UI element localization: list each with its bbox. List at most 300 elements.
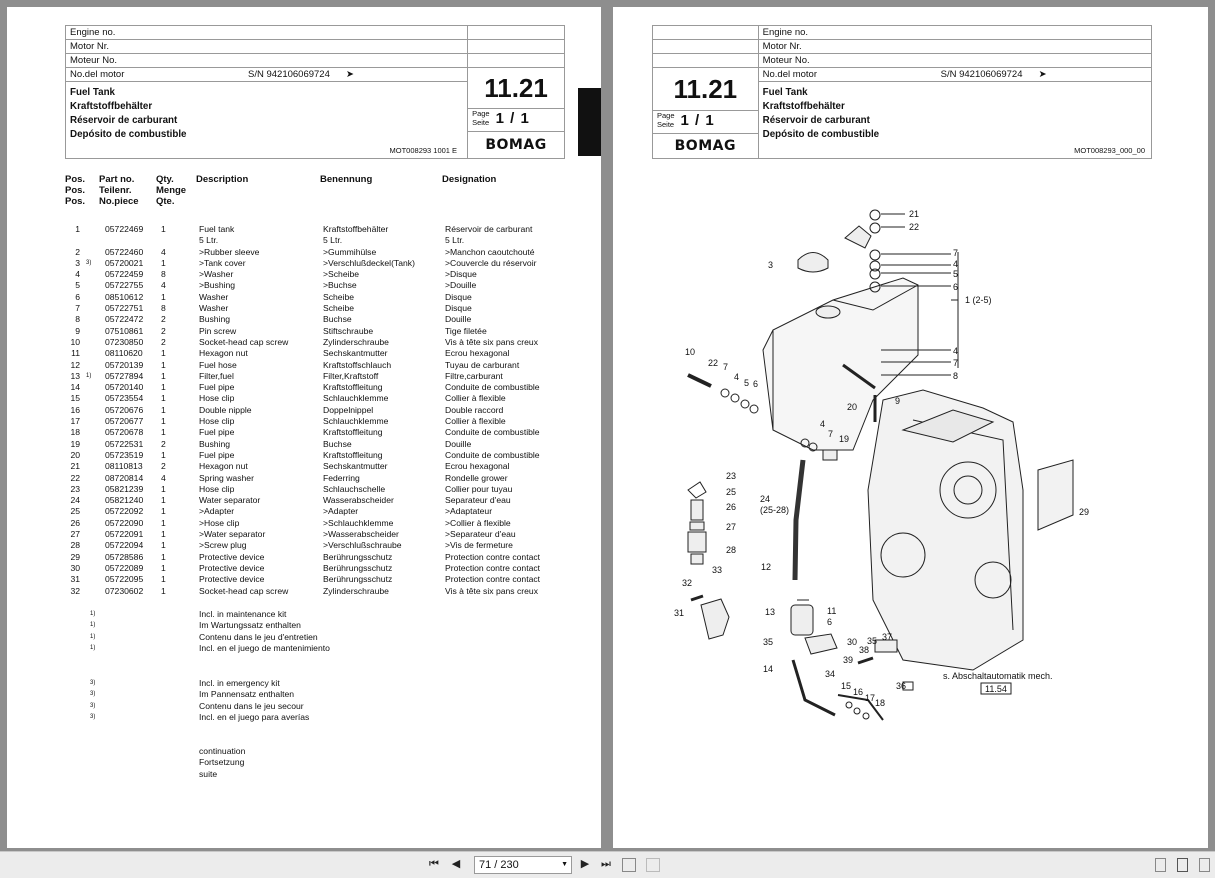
designation-cell: Collier à flexible xyxy=(445,393,506,404)
serial-number-right: S/N 942106069724 xyxy=(940,69,1023,80)
description-cell: Protective device xyxy=(199,574,265,585)
footnote-mark: 1) xyxy=(90,644,96,651)
first-page-icon[interactable]: ⏮ xyxy=(429,858,439,870)
part-number-cell: 05821239 xyxy=(105,483,144,494)
pos-cell: 11 xyxy=(71,348,80,359)
qty-cell: 1 xyxy=(161,517,166,528)
qty-cell: 4 xyxy=(161,280,166,291)
callout-label: 7 xyxy=(953,248,959,258)
qty-cell: 1 xyxy=(161,551,166,562)
pos-cell: 22 xyxy=(70,472,80,483)
designation-cell: >Collier à flexible xyxy=(445,517,511,528)
description-cell: Washer xyxy=(199,303,229,314)
description-cell: Bushing xyxy=(199,438,231,449)
section-number-right: 11.21 xyxy=(653,68,759,111)
pos-cell: 31 xyxy=(70,574,80,585)
designation-cell: Vis à tête six pans creux xyxy=(445,585,538,596)
pos-cell: 19 xyxy=(70,438,80,449)
part-number-cell: 05720676 xyxy=(105,404,144,415)
col-benennung: Benennung xyxy=(320,174,373,185)
description-cell: Protective device xyxy=(199,551,265,562)
qty-cell: 2 xyxy=(161,438,166,449)
part-number-cell: 07230602 xyxy=(105,585,144,596)
callout-label: 7 xyxy=(723,362,729,372)
callout-label: 38 xyxy=(859,645,870,655)
description-cell: Protective device xyxy=(199,562,265,573)
qty-cell: 1 xyxy=(161,540,166,551)
designation-cell: Separateur d'eau xyxy=(445,495,511,506)
bomag-logo: BOMAG xyxy=(468,132,565,159)
part-number-cell: 05723519 xyxy=(105,449,144,460)
pos-cell: 29 xyxy=(70,551,80,562)
qty-cell: 1 xyxy=(161,529,166,540)
section-number: 11.21 xyxy=(468,68,565,109)
pos-cell: 15 xyxy=(70,393,80,404)
continuation-note: continuation Fortsetzung suite xyxy=(199,746,246,779)
pos-cell: 1 xyxy=(75,224,80,234)
doc-code-right: MOT008293_000_00 xyxy=(1074,146,1145,155)
copy-icon[interactable] xyxy=(622,858,636,872)
page-of-cell: Page Seite 1 / 1 xyxy=(468,109,565,132)
callout-label: 7 xyxy=(828,429,834,439)
benennung-cell: Kraftstoffleitung xyxy=(323,449,383,460)
pos-cell: 10 xyxy=(70,336,80,347)
footnote-text: Incl. en el juego de mantenimiento xyxy=(199,642,330,653)
col-designation: Designation xyxy=(442,174,497,185)
callout-label: 12 xyxy=(761,562,772,572)
page-number-value: 71 / 230 xyxy=(479,859,519,871)
designation-cell: Rondelle grower xyxy=(445,472,508,483)
pos-cell: 25 xyxy=(70,506,80,517)
part-number-cell: 08110620 xyxy=(105,348,143,359)
part-number-cell: 05720021 xyxy=(105,257,144,268)
callout-label: 35 xyxy=(867,636,878,646)
part-number-cell: 05722091 xyxy=(105,529,144,540)
col-pos: Pos. Pos. Pos. xyxy=(65,174,86,207)
part-number-cell: 05727894 xyxy=(105,370,144,381)
description-cell: Socket-head cap screw xyxy=(199,585,289,596)
last-page-icon[interactable]: ⏭ xyxy=(601,858,611,870)
footnote-text: Im Wartungssatz enthalten xyxy=(199,620,301,631)
benennung-cell: Wasserabscheider xyxy=(323,495,394,506)
benennung-cell: >Verschlußschraube xyxy=(323,540,402,551)
page-of: 1 / 1 xyxy=(495,109,530,127)
benennung-cell: Scheibe xyxy=(323,291,355,302)
continuous-view-icon[interactable] xyxy=(1177,858,1188,872)
callout-label: 26 xyxy=(726,502,737,512)
serial-arrow-icon: ➤ xyxy=(346,69,354,80)
benennung-cell: Buchse xyxy=(323,438,352,449)
exploded-parts-diagram xyxy=(613,160,1208,750)
part-number-cell: 05722755 xyxy=(105,280,144,291)
callout-label: 17 xyxy=(865,693,876,703)
description-cell: Filter,fuel xyxy=(199,370,234,381)
part-number-cell: 05722460 xyxy=(105,246,144,257)
description-cell: >Bushing xyxy=(199,280,236,291)
description-cell: >Adapter xyxy=(199,506,235,517)
benennung-cell: >Schlauchklemme xyxy=(323,517,394,528)
part-number-cell: 05720677 xyxy=(105,416,144,427)
benennung-cell: Berührungsschutz xyxy=(323,551,393,562)
pos-cell: 12 xyxy=(70,359,80,370)
description-cell: Fuel pipe xyxy=(199,449,235,460)
designation-cell: Protection contre contact xyxy=(445,551,541,562)
qty-cell: 2 xyxy=(161,336,166,347)
part-number-cell: 08110813 xyxy=(105,461,143,472)
designation-cell: Douille xyxy=(445,438,472,449)
callout-label: 22 xyxy=(708,358,719,368)
benennung-cell: Berührungsschutz xyxy=(323,562,393,573)
footnote-text: Contenu dans le jeu secour xyxy=(199,700,304,711)
part-number-cell: 05722095 xyxy=(105,574,144,585)
pos-cell: 7 xyxy=(75,303,80,314)
part-title-block xyxy=(66,82,468,159)
doc-code: MOT008293 1001 E xyxy=(389,146,458,155)
description-cell: >Washer xyxy=(199,269,234,280)
designation-cell: >Manchon caoutchouté xyxy=(445,246,535,257)
pos-cell: 6 xyxy=(75,291,80,302)
designation-cell: Filtre,carburant xyxy=(445,370,503,381)
callout-label: 22 xyxy=(909,222,920,232)
callout-label: 24 xyxy=(760,494,771,504)
qty-cell: 1 xyxy=(161,291,166,302)
qty-cell: 2 xyxy=(161,461,166,472)
description-cell: Washer xyxy=(199,291,229,302)
pos-cell: 21 xyxy=(70,461,80,472)
description-cell: Hexagon nut xyxy=(199,348,248,359)
bomag-logo-right: BOMAG xyxy=(653,134,759,159)
designation-cell: Réservoir de carburant xyxy=(445,224,533,234)
part-number-cell: 05821240 xyxy=(105,495,144,506)
qty-cell: 1 xyxy=(161,574,166,585)
designation-cell: Ecrou hexagonal xyxy=(445,461,510,472)
designation-cell: Conduite de combustible xyxy=(445,427,540,438)
col-description: Description xyxy=(196,174,249,185)
description-cell: Water separator xyxy=(199,495,261,506)
reference-note: s. Abschaltautomatik mech. xyxy=(943,671,1053,681)
callout-label: 39 xyxy=(843,655,854,665)
callout-label: 6 xyxy=(827,617,833,627)
benennung-cell: Kraftstoffleitung xyxy=(323,382,383,393)
single-page-view-icon[interactable] xyxy=(1155,858,1166,872)
part-number-cell: 05722094 xyxy=(105,540,144,551)
qty-cell: 1 xyxy=(161,506,166,517)
description-cell: Hose clip xyxy=(199,393,235,404)
callout-label: 10 xyxy=(685,347,696,357)
benennung-cell: >Verschlußdeckel(Tank) xyxy=(323,257,415,268)
qty-cell: 1 xyxy=(161,585,166,596)
note-cell: 1) xyxy=(86,372,92,379)
qty-cell: 8 xyxy=(161,303,166,314)
pos-cell: 14 xyxy=(70,382,80,393)
callout-label: 4 xyxy=(734,372,740,382)
pos-cell: 5 xyxy=(75,280,80,291)
qty-cell: 1 xyxy=(161,393,166,404)
callout-label: 28 xyxy=(726,545,737,555)
pos-cell: 4 xyxy=(75,269,80,280)
description-cell: >Screw plug xyxy=(199,540,247,551)
benennung-cell: Scheibe xyxy=(323,303,355,314)
callout-label: 31 xyxy=(674,608,685,618)
description-cell: Double nipple xyxy=(199,404,252,415)
callout-label: 18 xyxy=(875,698,886,708)
pos-cell: 9 xyxy=(75,325,80,336)
callout-label: 29 xyxy=(1079,507,1090,517)
footnote-mark: 1) xyxy=(90,622,96,629)
description-cell: Fuel tank xyxy=(199,224,235,234)
designation-cell: Conduite de combustible xyxy=(445,382,540,393)
qty-cell: 1 xyxy=(161,416,166,427)
description-cell: Bushing xyxy=(199,314,231,325)
callout-label: 6 xyxy=(953,282,959,292)
benennung-cell: Kraftstoffbehälter xyxy=(323,224,389,234)
pos-cell: 16 xyxy=(70,404,80,415)
copy-disabled-icon[interactable] xyxy=(646,858,660,872)
callout-label: 5 xyxy=(744,378,750,388)
part-number-cell: 05723554 xyxy=(105,393,144,404)
part-number-cell: 05722472 xyxy=(105,314,144,325)
benennung-cell: Filter,Kraftstoff xyxy=(323,370,379,381)
footnote-text: Incl. in maintenance kit xyxy=(199,609,287,619)
benennung-cell: Doppelnippel xyxy=(323,404,374,415)
part-number-cell: 05720140 xyxy=(105,382,144,393)
footnote-text: Contenu dans le jeu d'entretien xyxy=(199,631,318,642)
qty-cell: 1 xyxy=(161,370,166,381)
part-title-block-right: Fuel Tank Kraftstoffbehälter Réservoir de carburant Depósito de combustible MOT008293_000_00 xyxy=(758,82,1151,159)
footnote-text: Im Pannensatz enthalten xyxy=(199,689,295,700)
benennung-cell: 5 Ltr. xyxy=(323,235,343,246)
qty-cell: 1 xyxy=(161,359,166,370)
callout-label: 23 xyxy=(726,471,737,481)
left-header-table: Engine no. Motor Nr. Moteur No. No.del motor S/N 942106069724 ➤ 11.21 Fuel Tank Kraftstoffbehälter Réservoir de carburant Depósito de combustible MOT008293 1001 E Page Seite 1 / 1 BOMAG xyxy=(65,25,565,159)
serial-arrow-icon: ➤ xyxy=(1038,69,1047,80)
next-page-icon[interactable]: ▶ xyxy=(580,858,590,870)
note-cell: 3) xyxy=(86,259,92,266)
engine-label: Engine no. xyxy=(66,26,468,40)
designation-cell: >Separateur d'eau xyxy=(445,529,516,540)
part-number-cell: 05728586 xyxy=(105,551,144,562)
qty-cell: 1 xyxy=(161,404,166,415)
description-cell: Pin screw xyxy=(199,325,237,336)
qty-cell: 4 xyxy=(161,246,166,257)
callout-label: 33 xyxy=(712,565,723,575)
benennung-cell: >Scheibe xyxy=(323,269,360,280)
qty-cell: 1 xyxy=(161,483,166,494)
designation-cell: >Adaptateur xyxy=(445,506,493,517)
benennung-cell: Berührungsschutz xyxy=(323,574,393,585)
benennung-cell: Schlauchklemme xyxy=(323,393,389,404)
designation-cell: Conduite de combustible xyxy=(445,449,540,460)
designation-cell: Disque xyxy=(445,303,472,314)
callout-label: 1 (2-5) xyxy=(965,295,992,305)
pos-cell: 26 xyxy=(70,517,80,528)
part-number-cell: 08720814 xyxy=(105,472,144,483)
description-cell: Fuel hose xyxy=(199,359,237,370)
designation-cell: Protection contre contact xyxy=(445,562,541,573)
description-cell: >Tank cover xyxy=(199,257,246,268)
benennung-cell: Sechskantmutter xyxy=(323,348,388,359)
qty-cell: 1 xyxy=(161,382,166,393)
qty-cell: 1 xyxy=(161,257,166,268)
benennung-cell: Kraftstoffschlauch xyxy=(323,359,392,370)
pos-cell: 32 xyxy=(70,585,80,596)
description-cell: >Rubber sleeve xyxy=(199,246,260,257)
part-number-cell: 05722531 xyxy=(105,438,144,449)
callout-label: 37 xyxy=(882,632,893,642)
callout-label: 25 xyxy=(726,487,737,497)
col-qty: Qty. Menge Qte. xyxy=(156,174,187,207)
callout-label: 27 xyxy=(726,522,737,532)
footnote-mark: 3) xyxy=(90,680,96,686)
callout-label: 36 xyxy=(896,681,907,691)
title-de: Kraftstoffbehälter xyxy=(70,101,153,112)
qty-cell: 2 xyxy=(161,325,166,336)
description-cell: 5 Ltr. xyxy=(199,235,219,246)
callout-label: 34 xyxy=(825,669,836,679)
pos-cell: 23 xyxy=(70,483,80,494)
benennung-cell: Sechskantmutter xyxy=(323,461,388,472)
footnote-text: Incl. en el juego para averías xyxy=(199,711,310,722)
pos-cell: 28 xyxy=(70,540,80,551)
designation-cell: Tige filetée xyxy=(445,325,487,336)
description-cell: Hose clip xyxy=(199,483,235,494)
callout-label: 32 xyxy=(682,578,693,588)
description-cell: Hose clip xyxy=(199,416,235,427)
callout-label: 16 xyxy=(853,687,864,697)
description-cell: >Water separator xyxy=(199,529,266,540)
serial-number: S/N 942106069724 xyxy=(248,69,330,80)
footnote-mark: 3) xyxy=(90,713,96,720)
designation-cell: Vis à tête six pans creux xyxy=(445,336,538,347)
pos-cell: 17 xyxy=(70,416,80,427)
footnote-mark: 1) xyxy=(90,633,96,640)
designation-cell: Tuyau de carburant xyxy=(445,359,520,370)
pos-cell: 8 xyxy=(75,314,80,325)
footnote-mark: 3) xyxy=(90,691,96,698)
callout-label: 11 xyxy=(827,606,837,616)
page-of-right: 1 / 1 xyxy=(680,111,715,129)
qty-cell: 1 xyxy=(161,562,166,573)
callout-label: 9 xyxy=(895,396,901,406)
callout-label: 3 xyxy=(768,260,774,270)
qty-cell: 8 xyxy=(161,269,166,280)
callout-label: 19 xyxy=(839,434,850,444)
designation-cell: Protection contre contact xyxy=(445,574,541,585)
callout-label: 6 xyxy=(753,379,759,389)
description-cell: >Hose clip xyxy=(199,517,240,528)
two-page-view-icon[interactable] xyxy=(1199,858,1210,872)
callout-label: 15 xyxy=(841,681,852,691)
qty-cell: 2 xyxy=(161,314,166,325)
pos-cell: 18 xyxy=(70,427,80,438)
part-number-cell: 05722089 xyxy=(105,562,144,573)
description-cell: Spring washer xyxy=(199,472,254,483)
callout-label: 4 xyxy=(820,419,826,429)
designation-cell: Douille xyxy=(445,314,472,325)
fuel-hose-shape xyxy=(795,460,803,580)
designation-cell: Double raccord xyxy=(445,404,504,415)
callout-label: 14 xyxy=(763,664,774,674)
qty-cell: 1 xyxy=(161,427,166,438)
callout-label: 4 xyxy=(953,346,959,356)
part-number-cell: 07230850 xyxy=(105,336,144,347)
qty-cell: 1 xyxy=(161,449,166,460)
benennung-cell: Buchse xyxy=(323,314,352,325)
callout-label: 7 xyxy=(953,358,959,368)
callout-label: 21 xyxy=(909,209,920,219)
pos-cell: 24 xyxy=(70,495,80,506)
description-cell: Hexagon nut xyxy=(199,461,248,472)
designation-cell: Ecrou hexagonal xyxy=(445,348,510,359)
benennung-cell: Schlauchklemme xyxy=(323,416,389,427)
reference-page: 11.54 xyxy=(985,684,1007,694)
pos-cell: 13 xyxy=(70,370,80,381)
qty-cell: 1 xyxy=(161,224,166,234)
part-number-cell: 07510861 xyxy=(105,325,144,336)
benennung-cell: >Wasserabscheider xyxy=(323,529,399,540)
prev-page-icon[interactable]: ◀ xyxy=(451,858,461,870)
benennung-cell: Zylinderschraube xyxy=(323,336,389,347)
col-part: Part no. Teilenr. No.piece xyxy=(99,174,139,207)
description-cell: Fuel pipe xyxy=(199,427,235,438)
callout-label: 5 xyxy=(953,269,959,279)
qty-cell: 4 xyxy=(161,472,166,483)
pos-cell: 2 xyxy=(75,246,80,257)
part-number-cell: 05722751 xyxy=(105,303,144,314)
callout-label: 4 xyxy=(953,259,959,269)
part-number-cell: 05722469 xyxy=(105,224,144,234)
footnote-text: Incl. in emergency kit xyxy=(199,678,280,688)
benennung-cell: >Adapter xyxy=(323,506,359,517)
qty-cell: 1 xyxy=(161,495,166,506)
right-header-table: Engine no. Motor Nr. Moteur No. 11.21 No.del motor S/N 942106069724 ➤ Fuel Tank Kraftstoffbehälter Réservoir de carburant Depósito de combustible MOT008293_000_00 Page Seite 1 / 1 BOMAG xyxy=(652,25,1152,159)
callout-label: 20 xyxy=(847,402,858,412)
title-en: Fuel Tank xyxy=(70,87,115,98)
benennung-cell: Kraftstoffleitung xyxy=(323,427,383,438)
pdf-viewer-toolbar xyxy=(0,851,1215,878)
tank-cap-shape xyxy=(798,253,828,273)
pos-cell: 30 xyxy=(70,562,80,573)
page-number-select[interactable] xyxy=(474,856,572,874)
designation-cell: >Couvercle du réservoir xyxy=(445,257,537,268)
callout-label: (25-28) xyxy=(760,505,790,515)
description-cell: Socket-head cap screw xyxy=(199,336,289,347)
footnote-mark: 1) xyxy=(90,611,96,617)
title-fr: Réservoir de carburant xyxy=(70,115,178,126)
pos-cell: 27 xyxy=(70,529,80,540)
callout-label: 13 xyxy=(765,607,776,617)
description-cell: Fuel pipe xyxy=(199,382,235,393)
part-number-cell: 05720139 xyxy=(105,359,144,370)
designation-cell: >Disque xyxy=(445,269,477,280)
part-number-cell: 05722459 xyxy=(105,269,144,280)
part-number-cell: 05720678 xyxy=(105,427,144,438)
designation-cell: Collier pour tuyau xyxy=(445,483,513,494)
qty-cell: 1 xyxy=(161,348,166,359)
benennung-cell: Stiftschraube xyxy=(323,325,374,336)
callout-label: 8 xyxy=(953,371,959,381)
designation-cell: Disque xyxy=(445,291,472,302)
footnote-mark: 3) xyxy=(90,702,96,709)
protective-plate-shape xyxy=(1038,460,1073,530)
benennung-cell: Federring xyxy=(323,472,360,483)
part-number-cell: 05722090 xyxy=(105,517,144,528)
part-number-cell: 05722092 xyxy=(105,506,144,517)
benennung-cell: Schlauchschelle xyxy=(323,483,386,494)
callout-label: 30 xyxy=(847,637,858,647)
designation-cell: >Douille xyxy=(445,280,477,291)
benennung-cell: >Gummihülse xyxy=(323,246,377,257)
